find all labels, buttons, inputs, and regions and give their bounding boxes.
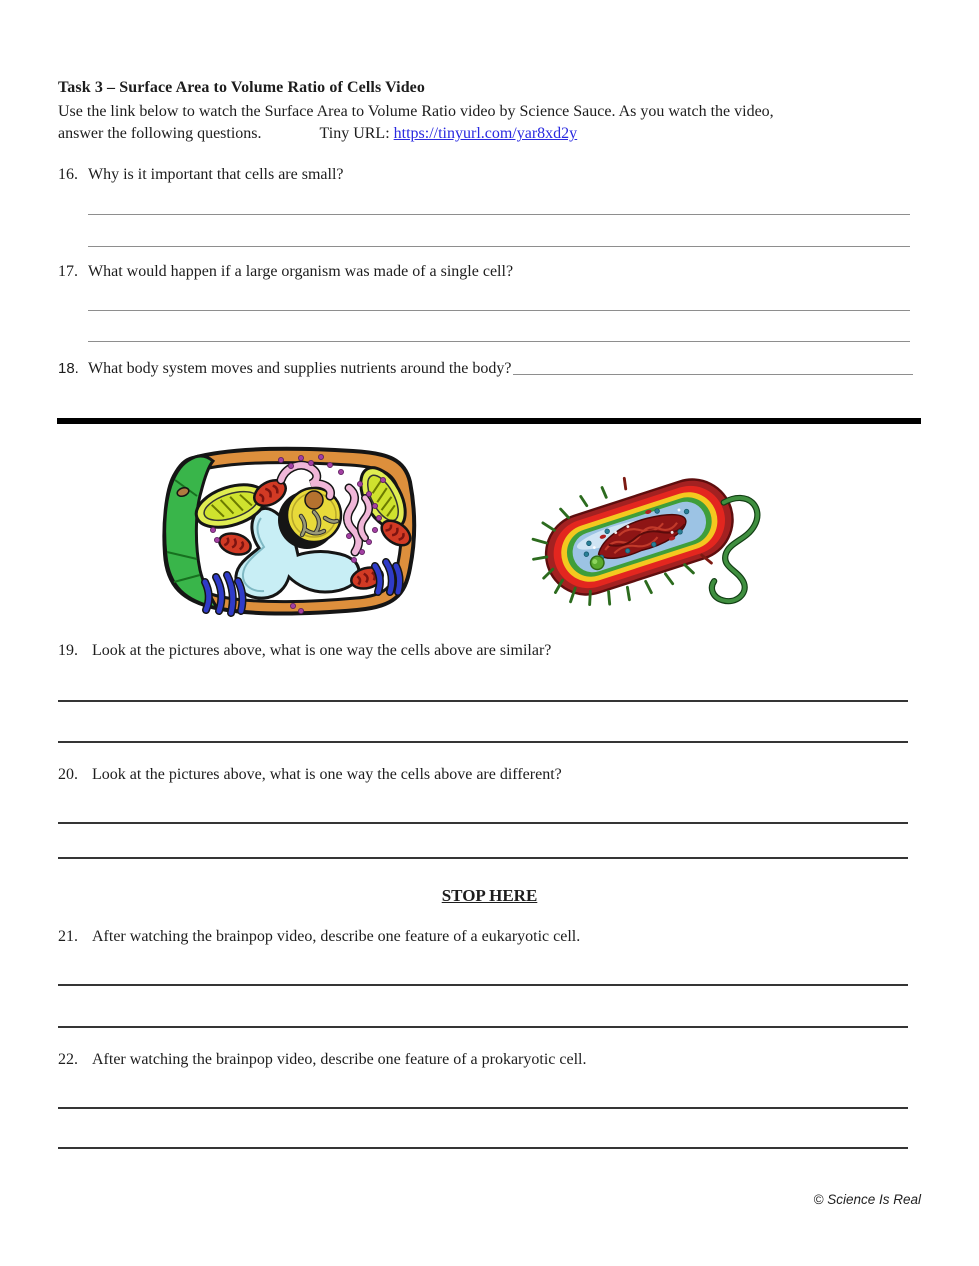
question-19 <box>58 642 551 660</box>
answer-line <box>58 984 908 986</box>
plant-cell-image <box>153 436 425 628</box>
answer-line <box>88 214 910 215</box>
question-number: 22. <box>58 1051 78 1068</box>
answer-line <box>58 700 908 702</box>
tiny-url-link[interactable]: https://tinyurl.com/yar8xd2y <box>393 125 578 142</box>
answer-line <box>58 822 908 824</box>
question-16 <box>58 166 343 184</box>
question-21 <box>58 928 580 946</box>
question-number: 20. <box>58 766 78 783</box>
answer-line <box>88 341 910 342</box>
question-text: Why is it important that cells are small? <box>88 166 344 183</box>
intro-line2: answer the following questions. <box>58 125 262 142</box>
question-22 <box>58 1051 586 1069</box>
answer-line <box>58 857 908 859</box>
intro-paragraph <box>58 101 924 145</box>
copyright-footer: © Science Is Real <box>813 1192 921 1207</box>
question-17 <box>58 263 513 281</box>
section-divider <box>57 418 921 424</box>
question-number: 18. <box>58 360 79 377</box>
question-20 <box>58 766 562 784</box>
answer-line <box>513 360 913 375</box>
question-text: After watching the brainpop video, describe one feature of a prokaryotic cell. <box>92 1051 587 1068</box>
tiny-url-label: Tiny URL: <box>319 125 390 142</box>
question-text: Look at the pictures above, what is one way the cells above are similar? <box>92 642 552 659</box>
answer-line <box>58 1026 908 1028</box>
bacterium-image <box>528 458 766 616</box>
task-title: Task 3 – Surface Area to Volume Ratio of Cells Video <box>58 79 425 96</box>
question-text: What body system moves and supplies nutrients around the body? <box>88 360 512 377</box>
answer-line <box>88 310 910 311</box>
stop-here-heading <box>0 886 979 906</box>
answer-line <box>58 741 908 743</box>
answer-line <box>88 246 910 247</box>
stop-here-label: STOP HERE <box>441 886 538 905</box>
question-18 <box>58 360 913 378</box>
question-number: 16. <box>58 166 78 183</box>
question-number: 19. <box>58 642 78 659</box>
question-text: What would happen if a large organism was made of a single cell? <box>88 263 514 280</box>
question-number: 21. <box>58 928 78 945</box>
question-number: 17. <box>58 263 78 280</box>
intro-line1: Use the link below to watch the Surface Area to Volume Ratio video by Science Sauce. As you watch the video, <box>58 103 774 120</box>
question-text: Look at the pictures above, what is one way the cells above are different? <box>92 766 562 783</box>
question-text: After watching the brainpop video, describe one feature of a eukaryotic cell. <box>92 928 581 945</box>
answer-line <box>58 1107 908 1109</box>
answer-line <box>58 1147 908 1149</box>
